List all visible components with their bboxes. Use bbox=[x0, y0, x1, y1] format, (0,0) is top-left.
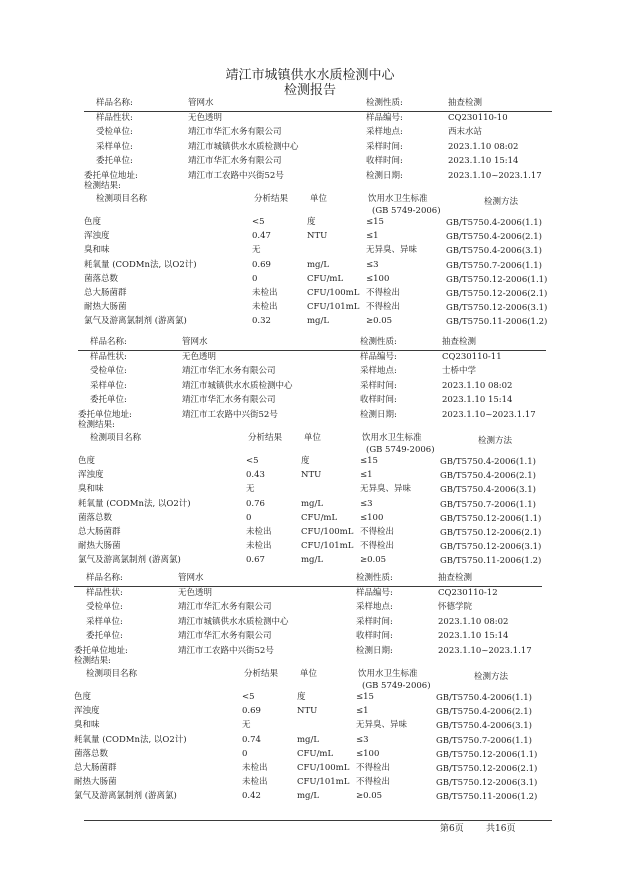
cell-item-name: 总大肠菌群 bbox=[84, 288, 127, 298]
cell-result: 无 bbox=[252, 245, 261, 256]
label-entrust-addr: 委托单位地址: bbox=[74, 645, 128, 656]
cell-item-name: 菌落总数 bbox=[78, 512, 113, 523]
cell-standard: 不得检出 bbox=[366, 288, 401, 298]
cell-unit: mg/L bbox=[297, 791, 320, 802]
cell-standard: ≤100 bbox=[360, 512, 384, 523]
value-entrust-addr: 靖江市工农路中兴街52号 bbox=[178, 645, 274, 656]
cell-unit: CFU/101mL bbox=[307, 302, 360, 313]
label-sample-no: 样品编号: bbox=[356, 587, 393, 598]
cell-unit: mg/L bbox=[307, 316, 330, 327]
col-head-unit: 单位 bbox=[304, 433, 322, 443]
label-sample-name: 样品名称: bbox=[96, 98, 133, 108]
cell-method: GB/T5750.4-2006(2.1) bbox=[436, 707, 532, 718]
cell-result: 0.74 bbox=[242, 734, 261, 745]
label-sample-no: 样品编号: bbox=[366, 112, 403, 123]
label-sample-name: 样品名称: bbox=[86, 573, 123, 583]
cell-unit: CFU/100mL bbox=[301, 527, 354, 537]
value-sample-no: CQ230110-11 bbox=[442, 351, 502, 362]
value-site: 士桥中学 bbox=[442, 366, 477, 376]
col-head-method: 检测方法 bbox=[474, 672, 509, 682]
col-head-std: 饮用水卫生标准 bbox=[358, 669, 418, 679]
value-receive-time: 2023.1.10 15:14 bbox=[442, 395, 513, 405]
label-test-nature: 检测性质: bbox=[360, 337, 397, 347]
cell-standard: 无异臭、异味 bbox=[356, 720, 408, 731]
label-site: 采样地点: bbox=[360, 366, 397, 376]
report-title: 检测报告 bbox=[283, 83, 336, 98]
cell-result: 0 bbox=[242, 748, 248, 759]
col-head-item: 检测项目名称 bbox=[86, 669, 138, 679]
cell-item-name: 菌落总数 bbox=[84, 273, 119, 284]
cell-method: GB/T5750.12-2006(2.1) bbox=[446, 289, 548, 299]
cell-result: 未检出 bbox=[242, 763, 268, 773]
label-entrust: 委托单位: bbox=[96, 156, 133, 166]
cell-item-name: 耐热大肠菌 bbox=[84, 302, 127, 313]
label-sample-name: 样品名称: bbox=[90, 337, 127, 347]
col-head-unit: 单位 bbox=[300, 669, 318, 679]
value-test-date: 2023.1.10~2023.1.17 bbox=[448, 170, 542, 181]
cell-result: 未检出 bbox=[252, 288, 278, 298]
label-test-date: 检测日期: bbox=[366, 170, 403, 181]
value-entrust-addr: 靖江市工农路中兴街52号 bbox=[188, 170, 284, 181]
value-test-date: 2023.1.10~2023.1.17 bbox=[438, 645, 532, 656]
cell-item-name: 氯气及游离氯制剂 (游离氯) bbox=[78, 555, 181, 566]
cell-unit: CFU/100mL bbox=[297, 763, 350, 773]
cell-unit: 度 bbox=[297, 692, 306, 702]
cell-result: 0.32 bbox=[252, 316, 271, 327]
cell-standard: ≥0.05 bbox=[356, 791, 383, 802]
label-client: 受检单位: bbox=[90, 366, 127, 376]
value-sample-char: 无色透明 bbox=[178, 587, 213, 598]
cell-unit: CFU/101mL bbox=[297, 777, 350, 788]
col-head-unit: 单位 bbox=[310, 194, 328, 204]
cell-method: GB/T5750.7-2006(1.1) bbox=[440, 499, 536, 510]
value-client: 靖江市华汇水务有限公司 bbox=[182, 366, 276, 376]
cell-result: 0.43 bbox=[246, 470, 265, 481]
label-sample-no: 样品编号: bbox=[360, 351, 397, 362]
cell-unit: NTU bbox=[307, 231, 328, 242]
col-head-item: 检测项目名称 bbox=[96, 194, 148, 204]
cell-item-name: 臭和味 bbox=[74, 720, 100, 731]
cell-result: 0.47 bbox=[252, 231, 271, 242]
value-sample-name: 管网水 bbox=[182, 337, 208, 347]
cell-method: GB/T5750.11-2006(1.2) bbox=[436, 792, 538, 803]
cell-result: 0.67 bbox=[246, 555, 265, 566]
cell-method: GB/T5750.7-2006(1.1) bbox=[446, 260, 542, 271]
col-head-method: 检测方法 bbox=[484, 197, 519, 207]
cell-item-name: 色度 bbox=[84, 217, 102, 227]
cell-unit: CFU/mL bbox=[297, 748, 334, 759]
label-entrust: 委托单位: bbox=[86, 631, 123, 641]
cell-item-name: 臭和味 bbox=[84, 245, 110, 256]
cell-standard: ≥0.05 bbox=[360, 555, 387, 566]
cell-method: GB/T5750.4-2006(2.1) bbox=[446, 232, 542, 243]
cell-method: GB/T5750.7-2006(1.1) bbox=[436, 735, 532, 746]
cell-result: 0 bbox=[252, 273, 258, 284]
footer-rule bbox=[84, 820, 552, 821]
cell-unit: 度 bbox=[307, 217, 316, 227]
label-entrust-addr: 委托单位地址: bbox=[78, 409, 132, 420]
col-head-std: 饮用水卫生标准 bbox=[362, 433, 422, 443]
cell-standard: 不得检出 bbox=[366, 302, 401, 313]
value-sampler: 靖江市城镇供水水质检测中心 bbox=[188, 141, 299, 152]
cell-method: GB/T5750.4-2006(3.1) bbox=[436, 721, 532, 732]
value-sample-no: CQ230110-10 bbox=[448, 112, 508, 123]
cell-result: 未检出 bbox=[252, 302, 278, 313]
cell-result: 无 bbox=[246, 484, 255, 495]
page-total: 共16页 bbox=[486, 824, 516, 834]
cell-standard: ≤3 bbox=[366, 259, 379, 270]
label-sampler: 采样单位: bbox=[96, 141, 133, 152]
value-test-nature: 抽查检测 bbox=[442, 337, 477, 347]
value-sample-char: 无色透明 bbox=[188, 112, 223, 123]
cell-method: GB/T5750.11-2006(1.2) bbox=[446, 317, 548, 328]
cell-standard: ≤1 bbox=[356, 706, 369, 717]
label-sampler: 采样单位: bbox=[90, 380, 127, 391]
cell-item-name: 浑浊度 bbox=[84, 231, 110, 242]
col-head-std-code: (GB 5749-2006) bbox=[372, 206, 441, 216]
value-site: 怀德学院 bbox=[438, 602, 473, 612]
label-sample-time: 采样时间: bbox=[356, 616, 393, 627]
cell-result: 未检出 bbox=[246, 541, 272, 552]
cell-method: GB/T5750.4-2006(3.1) bbox=[440, 485, 536, 496]
label-receive-time: 收样时间: bbox=[356, 631, 393, 641]
value-entrust-addr: 靖江市工农路中兴街52号 bbox=[182, 409, 278, 420]
col-head-result: 分析结果 bbox=[248, 433, 283, 443]
cell-unit: mg/L bbox=[307, 259, 330, 270]
cell-method: GB/T5750.4-2006(3.1) bbox=[446, 246, 542, 257]
results-heading: 检测结果: bbox=[84, 181, 121, 191]
report-org-title: 靖江市城镇供水水质检测中心 bbox=[225, 68, 395, 83]
cell-item-name: 耐热大肠菌 bbox=[78, 541, 121, 552]
label-client: 受检单位: bbox=[96, 127, 133, 137]
cell-unit: CFU/mL bbox=[307, 273, 344, 284]
value-sample-name: 管网水 bbox=[178, 573, 204, 583]
cell-result: 未检出 bbox=[242, 777, 268, 788]
cell-unit: mg/L bbox=[297, 734, 320, 745]
cell-item-name: 浑浊度 bbox=[74, 706, 100, 717]
cell-method: GB/T5750.12-2006(3.1) bbox=[440, 542, 542, 553]
cell-result: <5 bbox=[252, 217, 265, 227]
cell-standard: 无异臭、异味 bbox=[360, 484, 412, 495]
cell-standard: ≤15 bbox=[356, 692, 374, 702]
col-head-result: 分析结果 bbox=[244, 669, 279, 679]
cell-result: 0.42 bbox=[242, 791, 261, 802]
cell-unit: 度 bbox=[301, 456, 310, 466]
cell-method: GB/T5750.12-2006(1.1) bbox=[436, 749, 538, 760]
cell-method: GB/T5750.4-2006(1.1) bbox=[436, 693, 532, 703]
cell-standard: 不得检出 bbox=[356, 777, 391, 788]
cell-standard: ≤1 bbox=[360, 470, 373, 481]
cell-item-name: 总大肠菌群 bbox=[78, 527, 121, 537]
cell-item-name: 总大肠菌群 bbox=[74, 763, 117, 773]
cell-method: GB/T5750.12-2006(1.1) bbox=[440, 513, 542, 524]
value-sample-char: 无色透明 bbox=[182, 351, 217, 362]
cell-unit: CFU/100mL bbox=[307, 288, 360, 298]
cell-item-name: 耐热大肠菌 bbox=[74, 777, 117, 788]
label-receive-time: 收样时间: bbox=[360, 395, 397, 405]
results-heading: 检测结果: bbox=[74, 656, 111, 666]
col-head-method: 检测方法 bbox=[478, 436, 513, 446]
cell-item-name: 氯气及游离氯制剂 (游离氯) bbox=[74, 791, 177, 802]
cell-standard: ≤100 bbox=[366, 273, 390, 284]
label-test-date: 检测日期: bbox=[360, 409, 397, 420]
value-site: 西末水站 bbox=[448, 127, 483, 137]
cell-standard: 无异臭、异味 bbox=[366, 245, 418, 256]
cell-item-name: 耗氧量 (CODMn法, 以O2计) bbox=[78, 498, 191, 509]
cell-item-name: 菌落总数 bbox=[74, 748, 109, 759]
value-sample-no: CQ230110-12 bbox=[438, 587, 498, 598]
label-entrust-addr: 委托单位地址: bbox=[84, 170, 138, 181]
cell-standard: ≥0.05 bbox=[366, 316, 393, 327]
value-sampler: 靖江市城镇供水水质检测中心 bbox=[178, 616, 289, 627]
value-client: 靖江市华汇水务有限公司 bbox=[188, 127, 282, 137]
cell-result: <5 bbox=[242, 692, 255, 702]
label-site: 采样地点: bbox=[366, 127, 403, 137]
col-head-item: 检测项目名称 bbox=[90, 433, 142, 443]
label-sample-char: 样品性状: bbox=[90, 351, 127, 362]
value-sample-time: 2023.1.10 08:02 bbox=[442, 380, 513, 391]
cell-method: GB/T5750.12-2006(3.1) bbox=[436, 778, 538, 789]
cell-method: GB/T5750.12-2006(2.1) bbox=[436, 764, 538, 774]
cell-result: 0.69 bbox=[242, 706, 261, 717]
cell-method: GB/T5750.11-2006(1.2) bbox=[440, 556, 542, 567]
cell-item-name: 臭和味 bbox=[78, 484, 104, 495]
cell-item-name: 浑浊度 bbox=[78, 470, 104, 481]
label-receive-time: 收样时间: bbox=[366, 156, 403, 166]
label-sample-char: 样品性状: bbox=[86, 587, 123, 598]
value-entrust: 靖江市华汇水务有限公司 bbox=[178, 631, 272, 641]
label-site: 采样地点: bbox=[356, 602, 393, 612]
cell-item-name: 耗氧量 (CODMn法, 以O2计) bbox=[74, 734, 187, 745]
cell-result: 无 bbox=[242, 720, 251, 731]
cell-standard: ≤100 bbox=[356, 748, 380, 759]
cell-standard: 不得检出 bbox=[356, 763, 391, 773]
cell-result: 未检出 bbox=[246, 527, 272, 537]
col-head-std-code: (GB 5749-2006) bbox=[366, 445, 435, 455]
cell-result: 0.69 bbox=[252, 259, 271, 270]
cell-item-name: 色度 bbox=[78, 456, 96, 466]
cell-standard: ≤15 bbox=[366, 217, 384, 227]
results-heading: 检测结果: bbox=[78, 420, 115, 430]
label-client: 受检单位: bbox=[86, 602, 123, 612]
label-test-nature: 检测性质: bbox=[356, 573, 393, 583]
cell-unit: CFU/101mL bbox=[301, 541, 354, 552]
cell-result: <5 bbox=[246, 456, 259, 466]
label-test-nature: 检测性质: bbox=[366, 98, 403, 108]
cell-standard: ≤3 bbox=[360, 498, 373, 509]
value-entrust: 靖江市华汇水务有限公司 bbox=[182, 395, 276, 405]
cell-result: 0 bbox=[246, 512, 252, 523]
label-sampler: 采样单位: bbox=[86, 616, 123, 627]
cell-method: GB/T5750.4-2006(1.1) bbox=[446, 218, 542, 228]
value-sample-time: 2023.1.10 08:02 bbox=[448, 141, 519, 152]
cell-unit: mg/L bbox=[301, 555, 324, 566]
cell-item-name: 耗氧量 (CODMn法, 以O2计) bbox=[84, 259, 197, 270]
value-sample-time: 2023.1.10 08:02 bbox=[438, 616, 509, 627]
page-number: 第6页 bbox=[440, 824, 464, 834]
value-entrust: 靖江市华汇水务有限公司 bbox=[188, 156, 282, 166]
cell-item-name: 氯气及游离氯制剂 (游离氯) bbox=[84, 316, 187, 327]
value-test-nature: 抽查检测 bbox=[448, 98, 483, 108]
value-test-date: 2023.1.10~2023.1.17 bbox=[442, 409, 536, 420]
col-head-std: 饮用水卫生标准 bbox=[368, 194, 428, 204]
cell-standard: ≤3 bbox=[356, 734, 369, 745]
cell-standard: ≤15 bbox=[360, 456, 378, 466]
cell-unit: NTU bbox=[297, 706, 318, 717]
label-sample-time: 采样时间: bbox=[366, 141, 403, 152]
cell-method: GB/T5750.12-2006(2.1) bbox=[440, 528, 542, 538]
col-head-std-code: (GB 5749-2006) bbox=[362, 681, 431, 691]
cell-item-name: 色度 bbox=[74, 692, 92, 702]
label-sample-time: 采样时间: bbox=[360, 380, 397, 391]
cell-result: 0.76 bbox=[246, 498, 265, 509]
cell-unit: mg/L bbox=[301, 498, 324, 509]
cell-method: GB/T5750.4-2006(2.1) bbox=[440, 471, 536, 482]
value-sampler: 靖江市城镇供水水质检测中心 bbox=[182, 380, 293, 391]
value-sample-name: 管网水 bbox=[188, 98, 214, 108]
cell-method: GB/T5750.12-2006(3.1) bbox=[446, 303, 548, 314]
value-receive-time: 2023.1.10 15:14 bbox=[448, 156, 519, 166]
label-sample-char: 样品性状: bbox=[96, 112, 133, 123]
col-head-result: 分析结果 bbox=[254, 194, 289, 204]
label-entrust: 委托单位: bbox=[90, 395, 127, 405]
cell-standard: 不得检出 bbox=[360, 541, 395, 552]
label-test-date: 检测日期: bbox=[356, 645, 393, 656]
value-test-nature: 抽查检测 bbox=[438, 573, 473, 583]
cell-standard: 不得检出 bbox=[360, 527, 395, 537]
cell-method: GB/T5750.4-2006(1.1) bbox=[440, 457, 536, 467]
value-receive-time: 2023.1.10 15:14 bbox=[438, 631, 509, 641]
cell-unit: CFU/mL bbox=[301, 512, 338, 523]
value-client: 靖江市华汇水务有限公司 bbox=[178, 602, 272, 612]
cell-method: GB/T5750.12-2006(1.1) bbox=[446, 274, 548, 285]
cell-standard: ≤1 bbox=[366, 231, 379, 242]
cell-unit: NTU bbox=[301, 470, 322, 481]
